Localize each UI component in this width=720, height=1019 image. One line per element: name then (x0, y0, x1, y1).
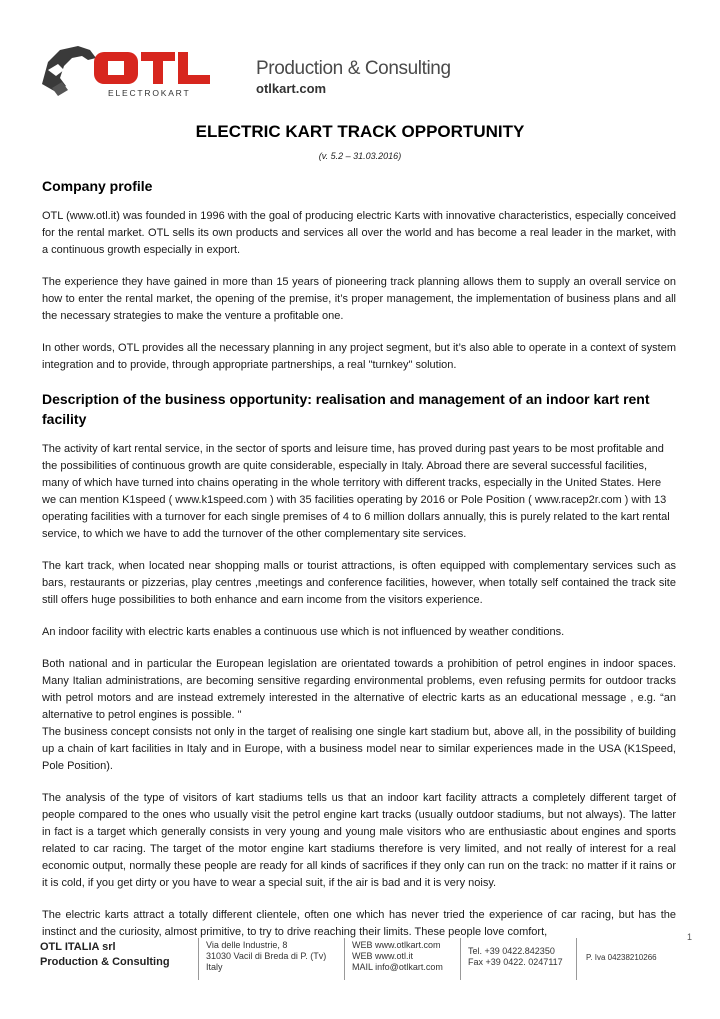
footer-divider (344, 938, 345, 980)
paragraph-2: The experience they have gained in more than 15 years of pioneering track planning allows them to supply an overall service on how to enter the rental market, the opening of the premise, it’s proper management, the implementation of business plans and all the necessary strategies to make the venture a profitable one. (42, 276, 676, 322)
page-number: 1 (686, 932, 692, 942)
footer-address-line-1: Via delle Industrie, 8 (206, 940, 288, 950)
footer-mail-link[interactable]: MAIL info@otlkart.com (352, 962, 443, 972)
document-version: (v. 5.2 – 31.03.2016) (318, 151, 402, 161)
footer-divider (460, 938, 461, 980)
footer-web (352, 940, 443, 973)
footer-web-link-1[interactable]: WEB www.otlkart.com (352, 940, 441, 950)
paragraph-3: In other words, OTL provides all the necessary planning in any project segment, but it’s also able to operate in a context of system integration and to provide, through appropriate partnerships, a real "turnkey" solution. (42, 342, 676, 371)
footer-phone (468, 946, 563, 968)
footer-divider (198, 938, 199, 980)
page-header (38, 40, 458, 110)
brand-sub-text: ELECTROKART (108, 88, 191, 98)
footer-company (40, 940, 170, 970)
otl-logo (38, 40, 213, 100)
paragraph-5: The kart track, when located near shopping malls or tourist attractions, is often equipped with complementary services such as bars, restaurants or pizzerias, play centres ,meetings and conference facilities, however, when totally self contained the track site still offers huge possibilities to both enhance and earn income from the visitors experience. (42, 560, 676, 606)
footer-vat: P. Iva 04238210266 (586, 953, 657, 962)
footer-address (206, 940, 326, 973)
footer-divider (576, 938, 577, 980)
page-footer (40, 938, 680, 982)
document-body (42, 176, 676, 941)
paragraph-10: The electric karts attract a totally different clientele, often one which has never tried the experience of car racing, but has the instinct and the curiosity, almost primitive, to try to drive reaching their limits. These people love comfort, (42, 909, 676, 938)
paragraph-7: Both national and in particular the European legislation are orientated towards a prohibition of petrol engines in indoor spaces. Many Italian administrations, are becoming sensitive regarding environmental problems, even refusing permits for outdoor tracks with petrol motors and are instead extremely interested in the alternative of electric karts as an educational message , e.g. “an alternative to petrol engines is possible. " (42, 658, 676, 721)
footer-address-line-2: 31030 Vacil di Breda di P. (Tv) (206, 951, 327, 961)
header-url[interactable]: otlkart.com (256, 81, 327, 96)
footer-address-line-3: Italy (206, 962, 223, 972)
header-title: Production & Consulting (256, 58, 451, 79)
footer-company-tagline: Production & Consulting (40, 956, 170, 968)
document-title: ELECTRIC KART TRACK OPPORTUNITY (195, 122, 525, 141)
paragraph-8: The business concept consists not only in the target of realising one single kart stadium but, above all, in the possibility of building up a chain of kart facilities in Italy and in Europe, with a business model near to similar experiences made in the USA (K1Speed, Pole Position). (42, 726, 676, 772)
footer-tel: Tel. +39 0422.842350 (468, 946, 555, 956)
paragraph-1: OTL (www.otl.it) was founded in 1996 with the goal of producing electric Karts with innovative characteristics, especially conceived for the rental market. OTL sells its own products and services all over the world and has become a real leader in the market, with a continuous growth especially in export. (42, 210, 676, 256)
section-heading-business-opportunity: Description of the business opportunity: realisation and management of an indoor kart rent facility (42, 391, 650, 427)
footer-web-link-2[interactable]: WEB www.otl.it (352, 951, 414, 961)
paragraph-6: An indoor facility with electric karts enables a continuous use which is not influenced by weather conditions. (42, 626, 565, 638)
paragraph-9: The analysis of the type of visitors of kart stadiums tells us that an indoor kart facility attracts a completely different target of people compared to the ones who usually visit the petrol engine kart tracks (usually outdoor stadiums, but not always). The latter in fact is a target which generally consists in very young and young male visitors who are enthusiastic about engines and sports related to car racing. The target of the motor engine kart stadiums therefore is very limited, and not really of interest for a real economic output, normally these people are ready for all kinds of sacrifices if they only can run on the track: no matter if it rains or it is cold, if you get dirty or you have to wear a special suit, if the air is bad and it is very noisy. (42, 792, 676, 889)
paragraph-4: The activity of kart rental service, in the sector of sports and leisure time, has proved during past years to be most profitable and the possibilities of continuous growth are quite considerable, especially in Italy. Abroad there are several successful facilities, many of which have turned into chains operating in the whole territory with different tracks, especially in the United States. Here we can mention K1speed ( www.k1speed.com ) with 35 facilities operating by 2016 or Pole Position ( www.racep2r.com ) with 13 operating facilities with a turnover for each single premises of 4 to 6 million dollars annually, this is purely related to the kart rental service, to which we have to add the turnover of the other complementary site services. (42, 443, 670, 540)
section-heading-company-profile: Company profile (42, 178, 153, 194)
footer-company-name: OTL ITALIA srl (40, 941, 116, 953)
footer-fax: Fax +39 0422. 0247117 (468, 957, 563, 967)
